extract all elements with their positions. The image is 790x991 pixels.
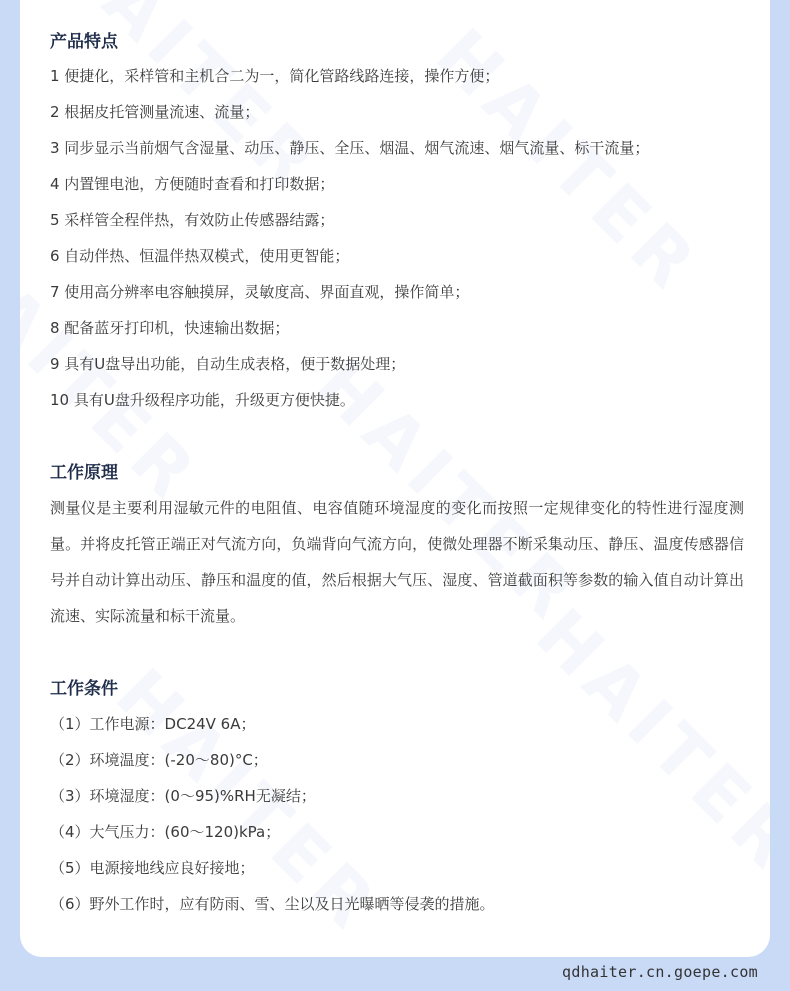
feature-item: 2 根据皮托管测量流速、流量； [50,103,260,121]
principle-text: 测量仪是主要利用湿敏元件的电阻值、电容值随环境湿度的变化而按照一定规律变化的特性进行湿度测量。并将皮托管正端正对气流方向，负端背向气流方向，使微处理器不断采集动压、静压、温度传感器信号并自动计算出动压、静压和温度的值，然后根据大气压、湿度、管道截面积等参数的输入值自动计算出流速、实际流量和标干流量。 [50,499,744,625]
condition-item: （2）环境温度：(-20～80)°C； [50,751,268,769]
condition-item: （5）电源接地线应良好接地； [50,859,255,877]
feature-item: 10 具有U盘升级程序功能，升级更方便快捷。 [50,391,355,409]
watermark [420,13,716,309]
site-url: qdhaiter.cn.goepe.com [562,963,758,981]
feature-item: 8 配备蓝牙打印机，快速输出数据； [50,319,290,337]
condition-item: （1）工作电源：DC24V 6A； [50,715,256,733]
condition-item: （3）环境湿度：(0～95)%RH无凝结； [50,787,316,805]
feature-item: 4 内置锂电池，方便随时查看和打印数据； [50,175,335,193]
feature-item: 5 采样管全程伴热，有效防止传感器结露； [50,211,335,229]
features-title: 产品特点 [50,32,118,52]
condition-item: （6）野外工作时，应有防雨、雪、尘以及日光曝晒等侵袭的措施。 [50,895,495,913]
watermark [520,593,770,889]
feature-item: 3 同步显示当前烟气含湿量、动压、静压、全压、烟温、烟气流速、烟气流量、标干流量； [50,139,650,157]
conditions-title: 工作条件 [50,679,118,699]
feature-item: 7 使用高分辨率电容触摸屏，灵敏度高、界面直观，操作简单； [50,283,470,301]
condition-item: （4）大气压力：(60～120)kPa； [50,823,281,841]
feature-item: 1 便捷化，采样管和主机合二为一，简化管路线路连接，操作方便； [50,67,500,85]
principle-title: 工作原理 [50,463,118,483]
feature-item: 6 自动伴热、恒温伴热双模式，使用更智能； [50,247,350,265]
feature-item: 9 具有U盘导出功能，自动生成表格，便于数据处理； [50,355,406,373]
content-card [20,0,770,957]
